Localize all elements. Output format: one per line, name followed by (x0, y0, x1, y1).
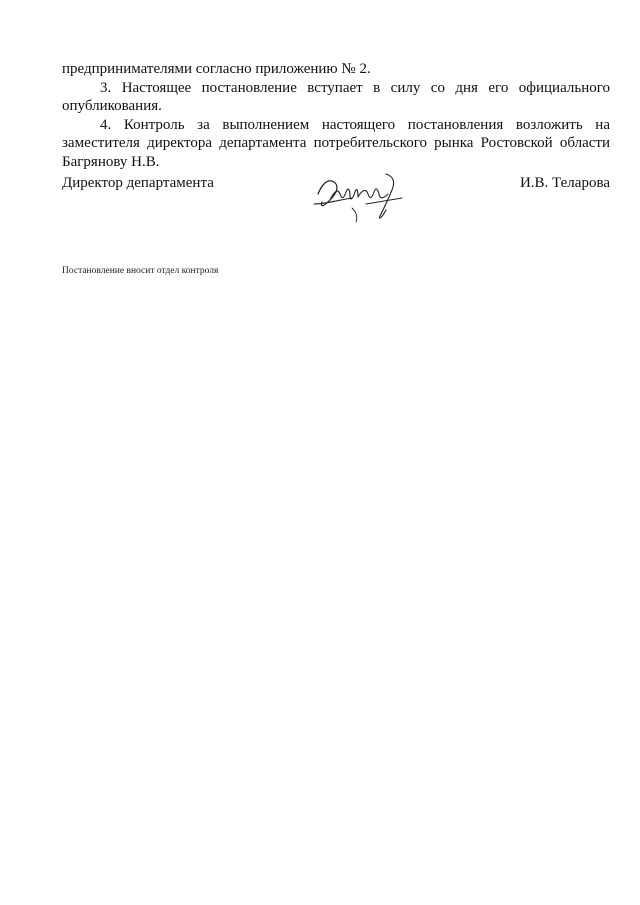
handwritten-signature-icon (300, 164, 410, 224)
paragraph-continuation: предпринимателями согласно приложению № 2. (62, 61, 371, 77)
signatory-name: И.В. Теларова (519, 175, 610, 191)
signatory-position: Директор департамента (62, 175, 214, 191)
paragraph-4: 4. Контроль за выполнением настоящего постановления возложить на заместителя директора департамента потребительского рынка Ростовской области Багрянову Н.В. (62, 116, 610, 170)
document-body (62, 60, 610, 171)
signature-row (62, 174, 610, 229)
footer-note: Постановление вносит отдел контроля (62, 266, 219, 276)
paragraph-3: 3. Настоящее постановление вступает в силу со дня его официального опубликования. (62, 79, 610, 114)
